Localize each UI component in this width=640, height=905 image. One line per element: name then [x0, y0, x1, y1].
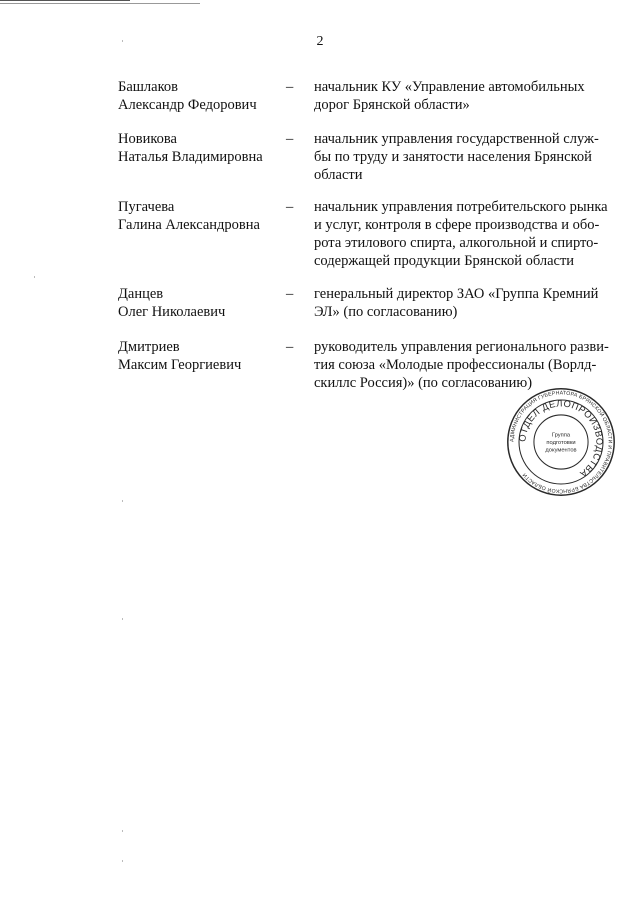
member-role [314, 198, 614, 270]
seal-center-line: подготовки [546, 439, 576, 446]
scan-speck [122, 830, 123, 832]
page-number: 2 [316, 34, 324, 49]
role-line: содержащей продукции Брянской области [314, 253, 575, 269]
role-line: руководитель управления регионального разви- [314, 339, 609, 355]
member-surname: Пугачева [118, 199, 175, 215]
member-given-name: Наталья Владимировна [118, 149, 263, 165]
role-line: ЭЛ» (по согласованию) [314, 304, 458, 320]
role-line: рота этилового спирта, алкогольной и спирто- [314, 235, 599, 251]
member-surname: Данцев [118, 286, 164, 302]
member-name [118, 78, 288, 114]
scan-speck [122, 500, 123, 502]
scan-speck [34, 276, 35, 278]
department-seal [505, 386, 617, 498]
member-name [118, 338, 288, 374]
member-given-name: Галина Александровна [118, 217, 260, 233]
member-role [314, 285, 614, 321]
scan-speck [122, 40, 123, 42]
member-surname: Дмитриев [118, 339, 180, 355]
dash: – [286, 79, 294, 95]
role-line: дорог Брянской области» [314, 97, 470, 113]
role-line: начальник КУ «Управление автомобильных [314, 79, 585, 95]
dash: – [286, 131, 294, 147]
member-role [314, 338, 614, 392]
member-given-name: Александр Федорович [118, 97, 257, 113]
role-line: генеральный директор ЗАО «Группа Кремний [314, 286, 599, 302]
scan-speck [122, 618, 123, 620]
member-given-name: Максим Георгиевич [118, 357, 242, 373]
role-line: скиллс Россия)» (по согласованию) [314, 375, 533, 391]
top-rule [0, 0, 130, 1]
member-name [118, 130, 288, 166]
role-line: начальник управления потребительского рынка [314, 199, 608, 215]
top-rule-secondary [0, 3, 200, 4]
dash: – [286, 199, 294, 215]
dash: – [286, 286, 294, 302]
role-line: начальник управления государственной служ- [314, 131, 599, 147]
seal-middle-text: ОТДЕЛ ДЕЛОПРОИЗВОДСТВА [517, 398, 605, 480]
member-role [314, 78, 614, 114]
role-line: тия союза «Молодые профессионалы (Ворлд- [314, 357, 597, 373]
dash: – [286, 339, 294, 355]
member-role [314, 130, 614, 184]
scan-speck [122, 860, 123, 862]
role-line: и услуг, контроля в сфере производства и обо- [314, 217, 600, 233]
member-given-name: Олег Николаевич [118, 304, 226, 320]
member-surname: Новикова [118, 131, 177, 147]
seal-outer-text: АДМИНИСТРАЦИЯ ГУБЕРНАТОРА БРЯНСКОЙ ОБЛАСТИ И ПРАВИТЕЛЬСТВА БРЯНСКОЙ ОБЛАСТИ [509, 390, 613, 494]
role-line: области [314, 167, 363, 183]
member-surname: Башлаков [118, 79, 179, 95]
seal-center-line: Группа [551, 432, 571, 439]
member-name [118, 198, 288, 234]
seal-center-line: документов [545, 447, 577, 454]
member-name [118, 285, 288, 321]
role-line: бы по труду и занятости населения Брянской [314, 149, 592, 165]
